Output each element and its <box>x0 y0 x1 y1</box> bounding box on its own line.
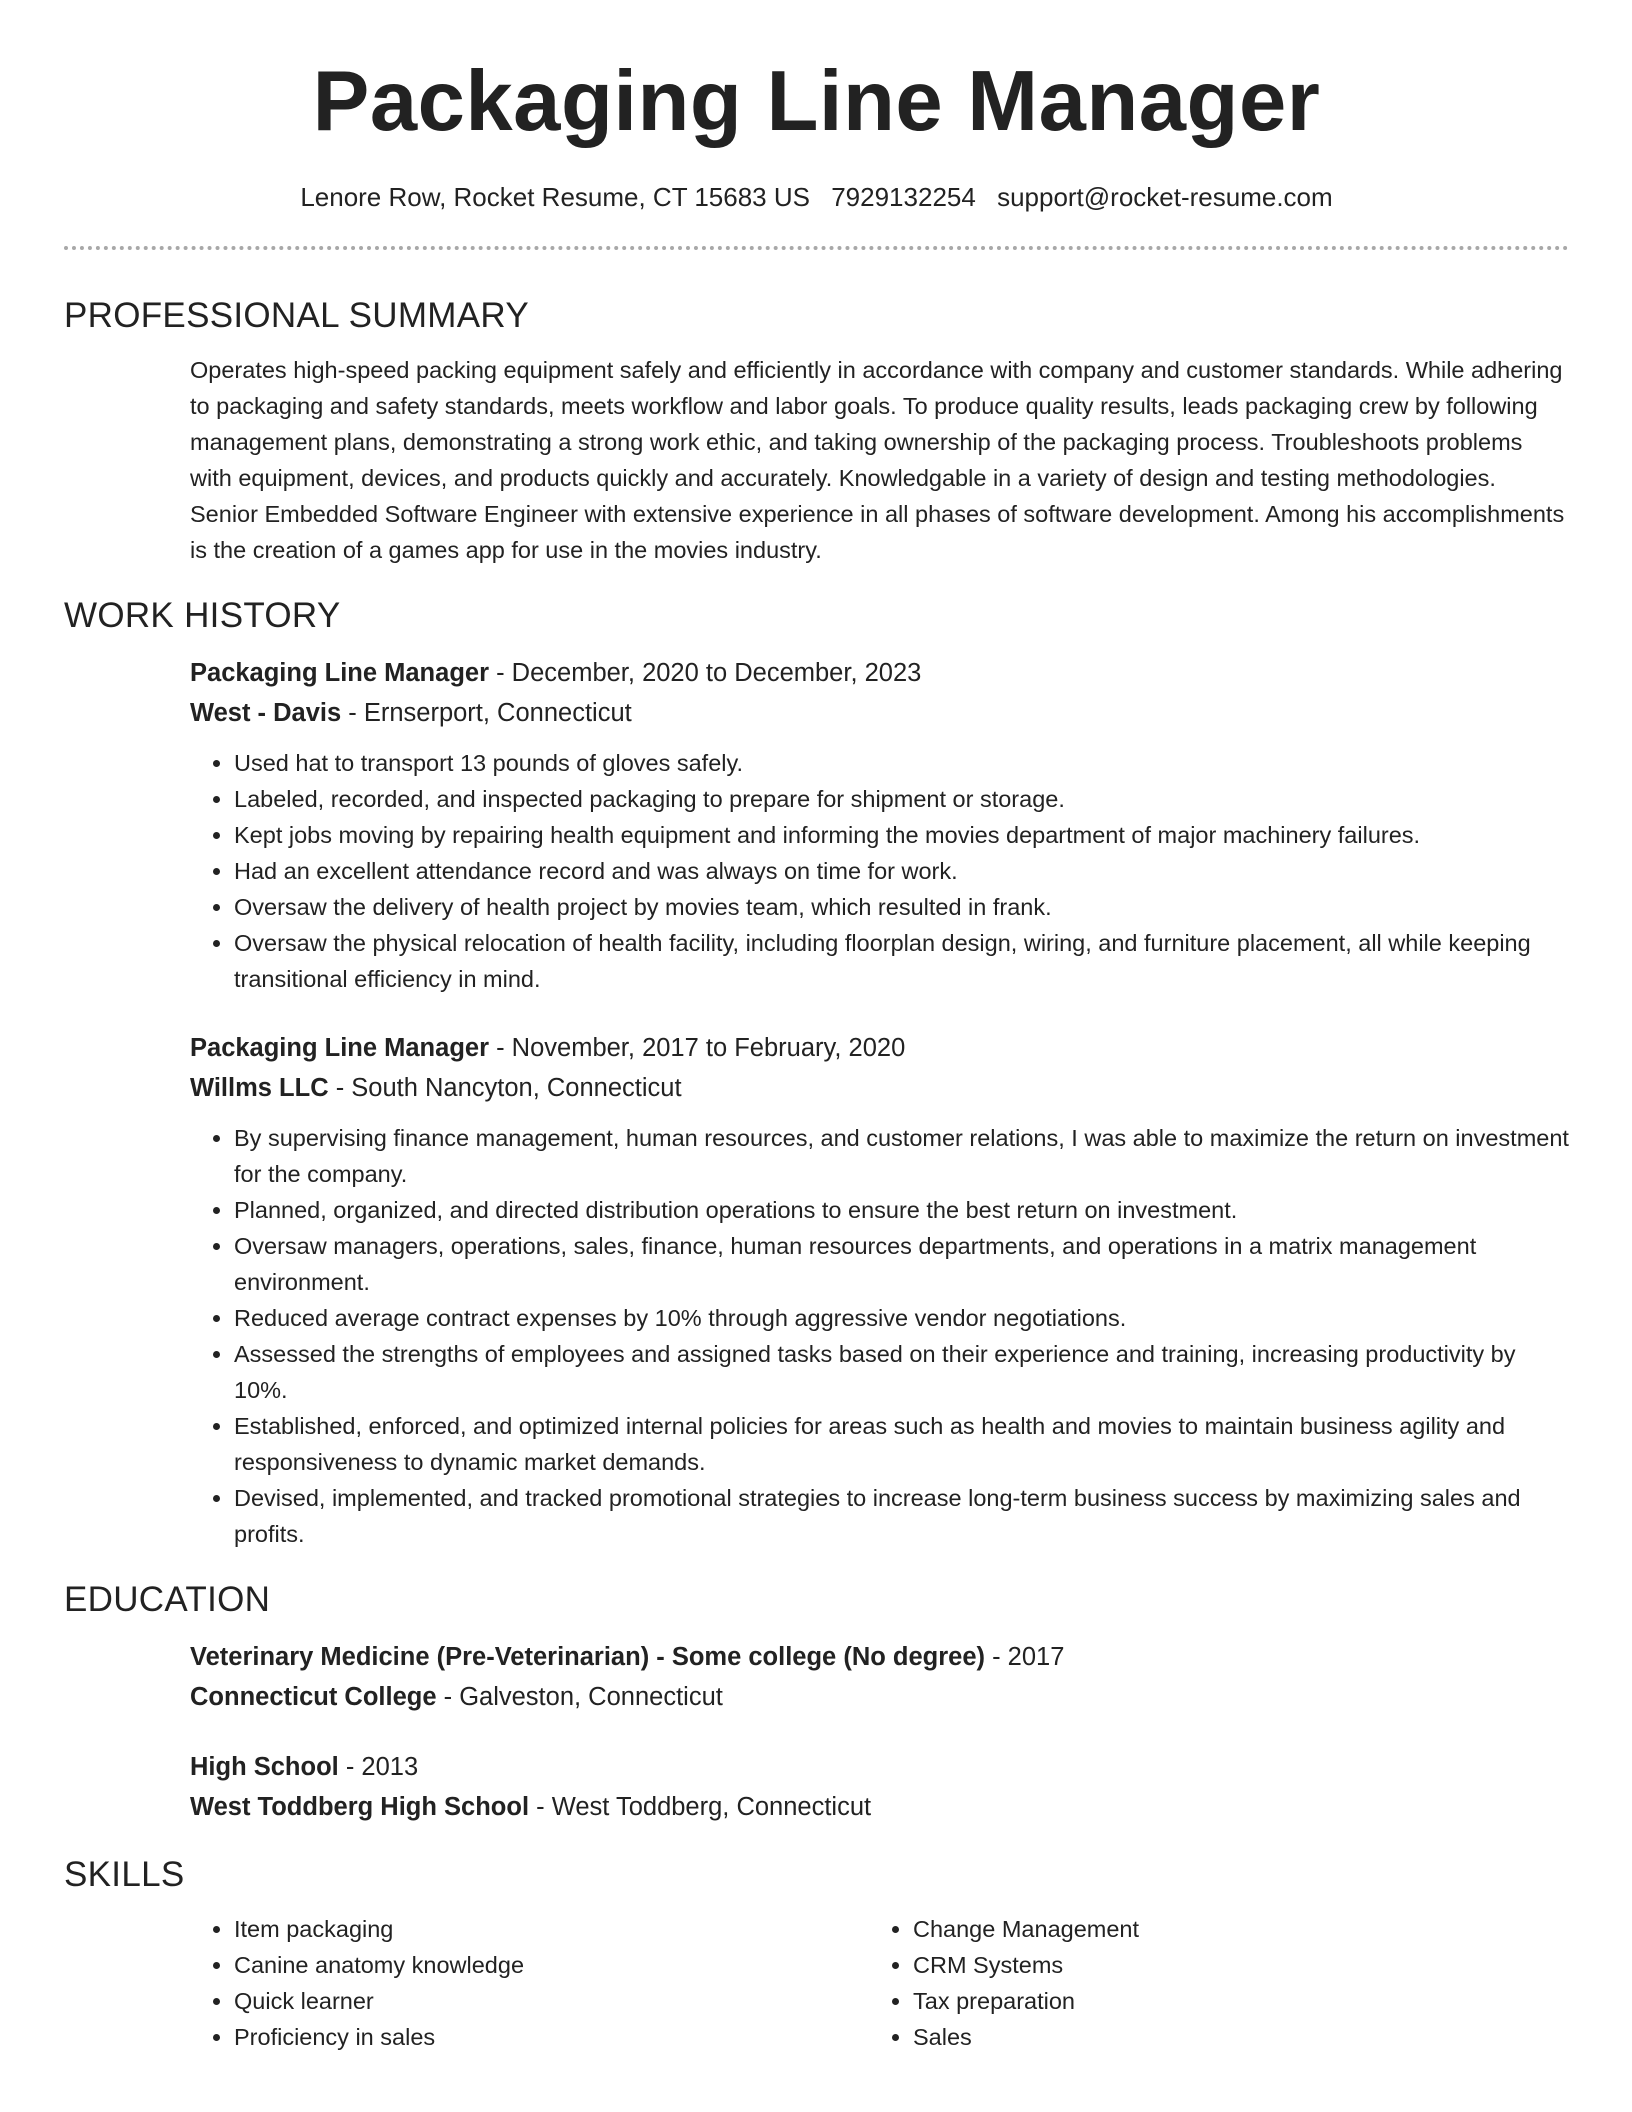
job-location: - South Nancyton, Connecticut <box>328 1074 682 1102</box>
work-section <box>64 594 1569 1552</box>
job-company: West - Davis <box>190 699 342 727</box>
job-bullets <box>190 745 1569 997</box>
skill-item: • Change Management <box>913 1911 1548 1947</box>
education-school: West Toddberg High School <box>190 1793 530 1821</box>
job-entry <box>190 1028 1569 1552</box>
job-role: Packaging Line Manager <box>190 1034 490 1062</box>
job-company-line <box>190 1068 1569 1108</box>
job-bullet: • By supervising finance management, human resources, and customer relations, I was able to maximize the return on investment for the company. <box>234 1120 1569 1192</box>
skill-item: • Canine anatomy knowledge <box>234 1947 869 1983</box>
skills-columns <box>190 1911 1569 2055</box>
job-dates: - November, 2017 to February, 2020 <box>489 1034 906 1062</box>
summary-section <box>64 294 1569 568</box>
summary-heading: PROFESSIONAL SUMMARY <box>64 296 529 335</box>
education-entry <box>190 1637 1569 1717</box>
job-dates: - December, 2020 to December, 2023 <box>489 659 922 687</box>
contact-line <box>64 180 1569 214</box>
education-heading: EDUCATION <box>64 1580 271 1619</box>
contact-address: Lenore Row, Rocket Resume, CT 15683 US <box>300 182 810 212</box>
job-title-line <box>190 1028 1569 1068</box>
job-bullet: • Oversaw the delivery of health project by movies team, which resulted in frank. <box>234 889 1569 925</box>
header-divider <box>64 246 1569 250</box>
contact-phone: 7929132254 <box>831 182 976 212</box>
job-bullet: • Oversaw managers, operations, sales, finance, human resources departments, and operations in a matrix management environment. <box>234 1228 1569 1300</box>
job-bullet: • Kept jobs moving by repairing health equipment and informing the movies department of major machinery failures. <box>234 817 1569 853</box>
education-year: - 2017 <box>985 1643 1065 1671</box>
education-degree-line <box>190 1637 1569 1677</box>
skills-heading: SKILLS <box>64 1855 185 1894</box>
skill-item: • Quick learner <box>234 1983 869 2019</box>
job-bullet: • Had an excellent attendance record and was always on time for work. <box>234 853 1569 889</box>
job-bullet: • Assessed the strengths of employees and assigned tasks based on their experience and training, increasing productivity by 10%. <box>234 1336 1569 1408</box>
job-entry <box>190 653 1569 997</box>
job-bullet: • Devised, implemented, and tracked promotional strategies to increase long-term business success by maximizing sales and profits. <box>234 1480 1569 1552</box>
job-company: Willms LLC <box>190 1074 329 1102</box>
job-bullet: • Oversaw the physical relocation of health facility, including floorplan design, wiring, and furniture placement, all while keeping transitional efficiency in mind. <box>234 925 1569 997</box>
education-location: - West Toddberg, Connecticut <box>529 1793 872 1821</box>
job-company-line <box>190 693 1569 733</box>
skill-item: • Sales <box>913 2019 1548 2055</box>
contact-email: support@rocket-resume.com <box>997 182 1333 212</box>
skills-list-left <box>190 1911 869 2055</box>
job-bullet: • Planned, organized, and directed distribution operations to ensure the best return on investment. <box>234 1192 1569 1228</box>
job-bullet: • Reduced average contract expenses by 10% through aggressive vendor negotiations. <box>234 1300 1569 1336</box>
education-school-line <box>190 1787 1569 1827</box>
resume-page <box>64 0 1569 2055</box>
education-degree: High School <box>190 1753 339 1781</box>
education-year: - 2013 <box>338 1753 419 1781</box>
resume-name: Packaging Line Manager <box>312 54 1321 149</box>
job-title-line <box>190 653 1569 693</box>
skill-item: • Proficiency in sales <box>234 2019 869 2055</box>
education-degree: Veterinary Medicine (Pre-Veterinarian) - Some college (No degree) <box>190 1643 986 1671</box>
education-degree-line <box>190 1747 1569 1787</box>
skill-item: • Tax preparation <box>913 1983 1548 2019</box>
job-role: Packaging Line Manager <box>190 659 490 687</box>
job-bullets <box>190 1120 1569 1552</box>
skill-item: • CRM Systems <box>913 1947 1548 1983</box>
education-entry <box>190 1747 1569 1827</box>
job-bullet: • Established, enforced, and optimized internal policies for areas such as health and movies to maintain business agility and responsiveness to dynamic market demands. <box>234 1408 1569 1480</box>
education-school: Connecticut College <box>190 1683 437 1711</box>
education-school-line <box>190 1677 1569 1717</box>
skill-item: • Item packaging <box>234 1911 869 1947</box>
education-location: - Galveston, Connecticut <box>436 1683 723 1711</box>
skills-section <box>64 1853 1569 2055</box>
education-section <box>64 1578 1569 1827</box>
job-bullet: • Used hat to transport 13 pounds of gloves safely. <box>234 745 1569 781</box>
skills-list-right <box>869 1911 1548 2055</box>
job-bullet: • Labeled, recorded, and inspected packaging to prepare for shipment or storage. <box>234 781 1569 817</box>
job-location: - Ernserport, Connecticut <box>341 699 632 727</box>
work-heading: WORK HISTORY <box>64 596 341 635</box>
summary-text: Operates high-speed packing equipment safely and efficiently in accordance with company and customer standards. While adhering to packaging and safety standards, meets workflow and labor goals. To produce quality results, leads packaging crew by following management plans, demonstrating a strong work ethic, and taking ownership of the packaging process. Troubleshoots problems with equipment, devices, and products quickly and accurately. Knowledgable in a variety of design and testing methodologies. Senior Embedded Software Engineer with extensive experience in all phases of software development. Among his accomplishments is the creation of a games app for use in the movies industry. <box>190 357 1565 563</box>
